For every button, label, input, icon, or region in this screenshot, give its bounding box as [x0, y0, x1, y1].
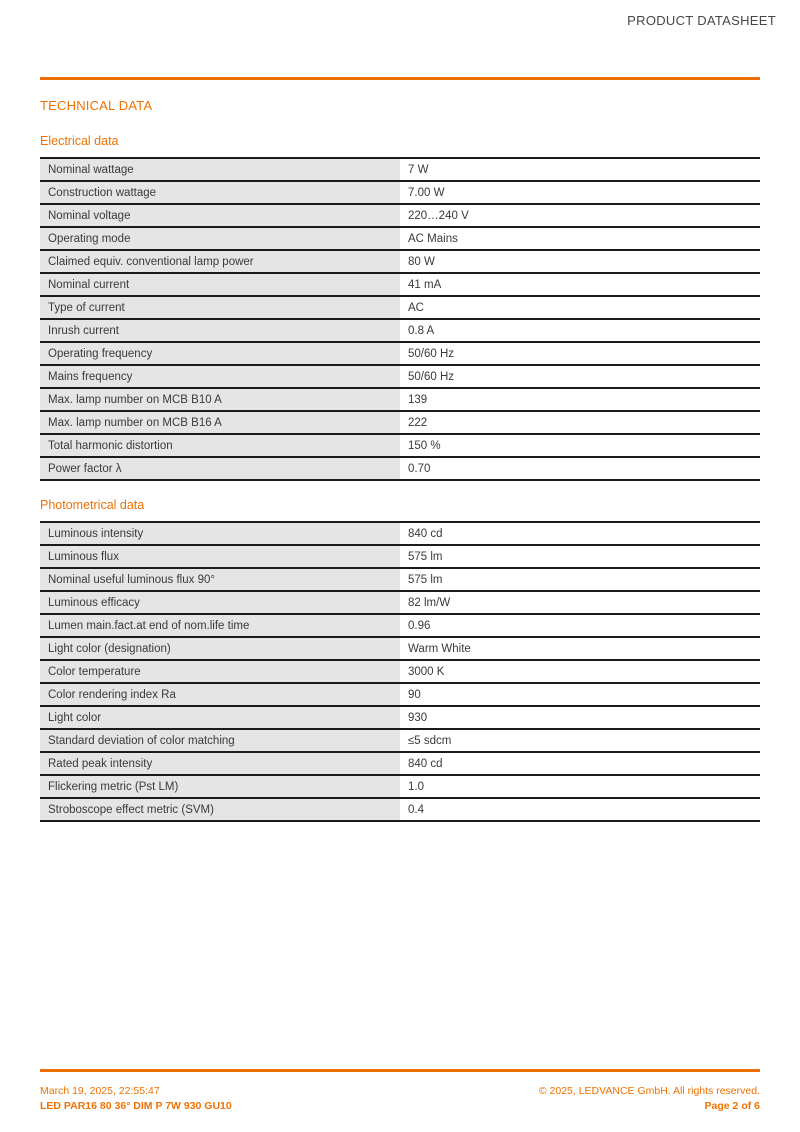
- property-value: 80 W: [400, 250, 760, 273]
- property-value: 82 lm/W: [400, 591, 760, 614]
- property-value: 41 mA: [400, 273, 760, 296]
- property-value: 150 %: [400, 434, 760, 457]
- footer-left: [40, 1084, 232, 1114]
- property-value: 575 lm: [400, 545, 760, 568]
- property-label: Rated peak intensity: [40, 752, 400, 775]
- table-row: [40, 365, 760, 388]
- table-row: [40, 568, 760, 591]
- document-type-label: PRODUCT DATASHEET: [627, 13, 776, 28]
- section-title: Electrical data: [40, 134, 119, 148]
- property-label: Max. lamp number on MCB B10 A: [40, 388, 400, 411]
- property-value: 575 lm: [400, 568, 760, 591]
- data-section: [40, 498, 760, 822]
- property-value: Warm White: [400, 637, 760, 660]
- table-row: [40, 342, 760, 365]
- property-value: 50/60 Hz: [400, 342, 760, 365]
- content-area: [40, 98, 760, 839]
- table-row: [40, 434, 760, 457]
- property-label: Luminous efficacy: [40, 591, 400, 614]
- table-row: [40, 457, 760, 480]
- property-label: Operating frequency: [40, 342, 400, 365]
- property-label: Inrush current: [40, 319, 400, 342]
- property-label: Nominal wattage: [40, 158, 400, 181]
- property-label: Nominal current: [40, 273, 400, 296]
- table-row: [40, 319, 760, 342]
- property-value: 0.4: [400, 798, 760, 821]
- table-row: [40, 637, 760, 660]
- generation-timestamp: March 19, 2025, 22:55:47: [40, 1085, 160, 1097]
- property-label: Light color (designation): [40, 637, 400, 660]
- property-value: ≤5 sdcm: [400, 729, 760, 752]
- copyright-notice: © 2025, LEDVANCE GmbH. All rights reserved.: [538, 1085, 760, 1097]
- property-label: Construction wattage: [40, 181, 400, 204]
- table-row: [40, 545, 760, 568]
- property-value: 930: [400, 706, 760, 729]
- property-value: AC Mains: [400, 227, 760, 250]
- property-label: Color rendering index Ra: [40, 683, 400, 706]
- header-divider: [40, 77, 760, 80]
- property-label: Power factor λ: [40, 457, 400, 480]
- table-row: [40, 227, 760, 250]
- data-table: [40, 521, 760, 822]
- property-label: Nominal voltage: [40, 204, 400, 227]
- sections-container: [40, 134, 760, 822]
- table-row: [40, 706, 760, 729]
- property-label: Color temperature: [40, 660, 400, 683]
- table-row: [40, 614, 760, 637]
- page-indicator: Page 2 of 6: [704, 1100, 760, 1112]
- table-row: [40, 273, 760, 296]
- section-title: Photometrical data: [40, 498, 145, 512]
- property-label: Luminous intensity: [40, 522, 400, 545]
- table-row: [40, 660, 760, 683]
- property-label: Standard deviation of color matching: [40, 729, 400, 752]
- property-label: Flickering metric (Pst LM): [40, 775, 400, 798]
- property-label: Lumen main.fact.at end of nom.life time: [40, 614, 400, 637]
- product-name: LED PAR16 80 36° DIM P 7W 930 GU10: [40, 1100, 232, 1112]
- table-row: [40, 798, 760, 821]
- table-row: [40, 296, 760, 319]
- property-value: 840 cd: [400, 522, 760, 545]
- property-label: Stroboscope effect metric (SVM): [40, 798, 400, 821]
- table-row: [40, 591, 760, 614]
- data-section: [40, 134, 760, 481]
- property-value: 0.96: [400, 614, 760, 637]
- property-label: Luminous flux: [40, 545, 400, 568]
- property-value: 3000 K: [400, 660, 760, 683]
- table-row: [40, 729, 760, 752]
- table-row: [40, 204, 760, 227]
- property-label: Claimed equiv. conventional lamp power: [40, 250, 400, 273]
- table-row: [40, 250, 760, 273]
- property-value: 7.00 W: [400, 181, 760, 204]
- property-value: 220…240 V: [400, 204, 760, 227]
- property-value: 1.0: [400, 775, 760, 798]
- property-label: Nominal useful luminous flux 90°: [40, 568, 400, 591]
- page-title: TECHNICAL DATA: [40, 98, 153, 113]
- table-row: [40, 411, 760, 434]
- table-row: [40, 181, 760, 204]
- property-value: 0.8 A: [400, 319, 760, 342]
- footer: [40, 1084, 760, 1114]
- property-value: 840 cd: [400, 752, 760, 775]
- property-label: Light color: [40, 706, 400, 729]
- property-label: Type of current: [40, 296, 400, 319]
- property-label: Total harmonic distortion: [40, 434, 400, 457]
- property-label: Max. lamp number on MCB B16 A: [40, 411, 400, 434]
- table-row: [40, 683, 760, 706]
- property-value: 0.70: [400, 457, 760, 480]
- property-value: 222: [400, 411, 760, 434]
- data-table: [40, 157, 760, 481]
- property-value: 7 W: [400, 158, 760, 181]
- table-row: [40, 752, 760, 775]
- property-value: AC: [400, 296, 760, 319]
- table-row: [40, 158, 760, 181]
- table-row: [40, 388, 760, 411]
- property-value: 139: [400, 388, 760, 411]
- property-value: 50/60 Hz: [400, 365, 760, 388]
- property-value: 90: [400, 683, 760, 706]
- footer-divider: [40, 1069, 760, 1072]
- table-row: [40, 775, 760, 798]
- table-row: [40, 522, 760, 545]
- property-label: Mains frequency: [40, 365, 400, 388]
- property-label: Operating mode: [40, 227, 400, 250]
- footer-right: [539, 1084, 760, 1114]
